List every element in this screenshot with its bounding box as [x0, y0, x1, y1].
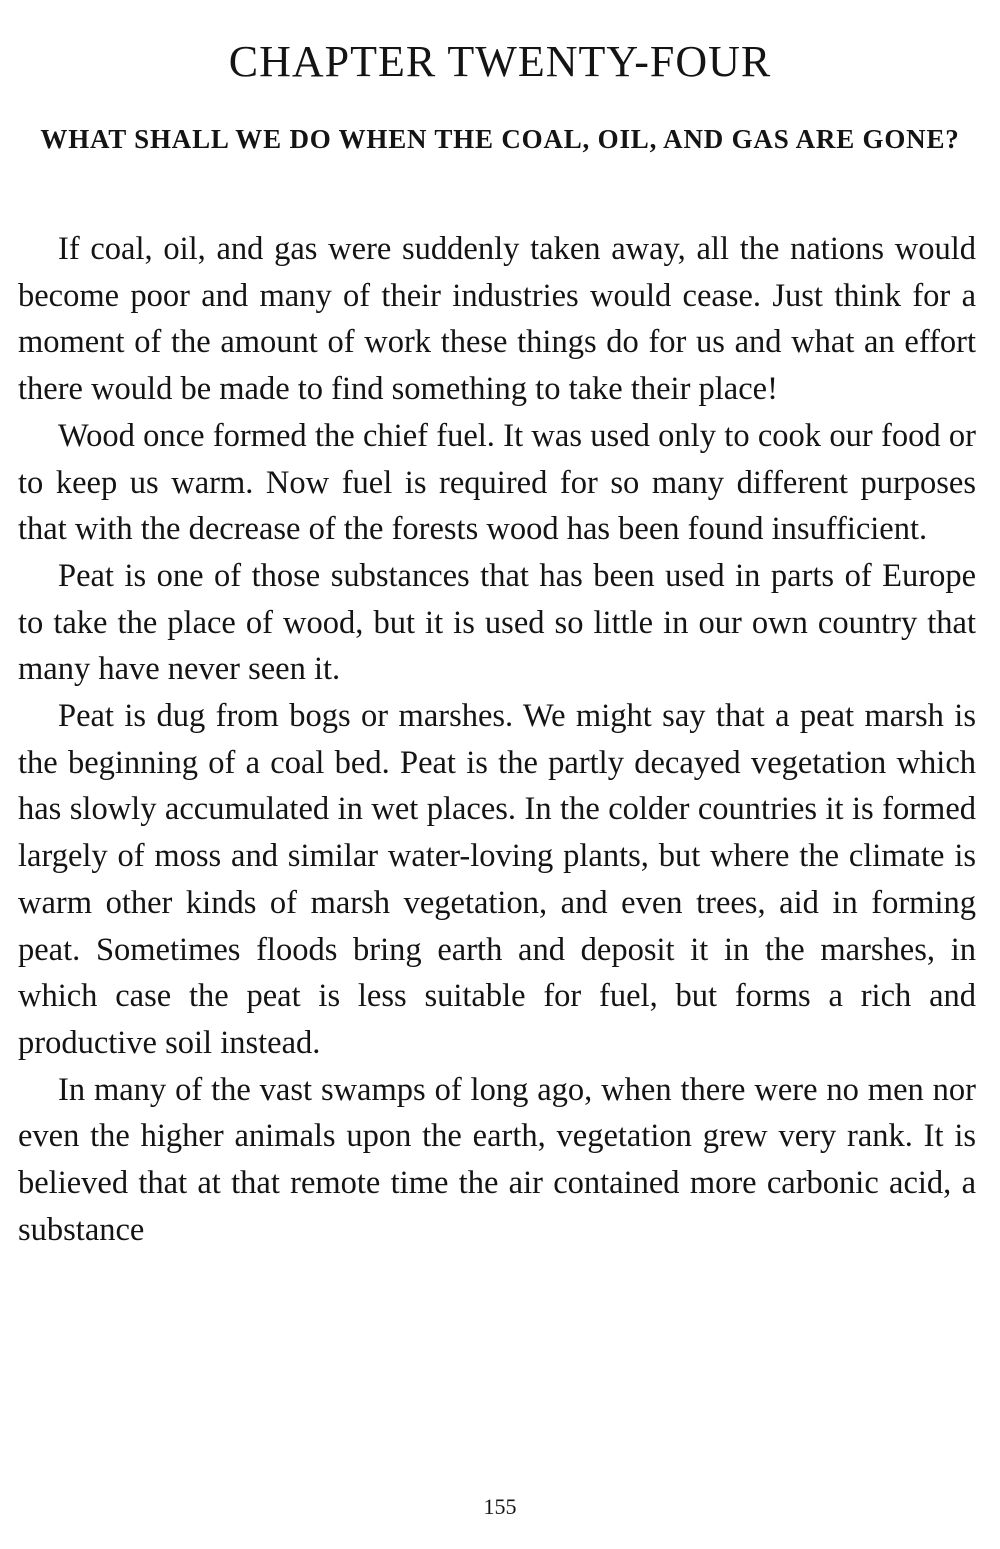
chapter-title: CHAPTER TWENTY-FOUR [228, 37, 772, 86]
page-number: 155 [483, 1494, 517, 1519]
section-title: WHAT SHALL WE DO WHEN THE COAL, OIL, AND GAS ARE GONE? [40, 124, 960, 154]
paragraph-2: Wood once formed the chief fuel. It was used only to cook our food or to keep us warm. Now fuel is required for so many different purposes that with the decrease of the forests wood has been found insufficient. [18, 417, 976, 548]
body-text [18, 226, 976, 1253]
paragraph-3: Peat is one of those substances that has been used in parts of Europe to take the place of wood, but it is used so little in our own country that many have never seen it. [18, 557, 976, 688]
paragraph-4: Peat is dug from bogs or marshes. We might say that a peat marsh is the beginning of a coal bed. Peat is the partly decayed vegetation which has slowly accumulated in wet places. In the colder countries it is formed largely of moss and similar water-loving plants, but where the climate is warm other kinds of marsh vegetation, and even trees, aid in forming peat. Sometimes floods bring earth and deposit it in the marshes, in which case the peat is less suitable for fuel, but forms a rich and productive soil instead. [18, 698, 976, 1061]
paragraph-1: If coal, oil, and gas were suddenly taken away, all the nations would become poor and many of their industries would cease. Just think for a moment of the amount of work these things do for us and what an effort there would be made to find something to take their place! [18, 231, 976, 408]
paragraph-5: In many of the vast swamps of long ago, when there were no men nor even the higher animals upon the earth, vegetation grew very rank. It is believed that at that remote time the air contained more carbonic acid, a substance [18, 1071, 976, 1248]
